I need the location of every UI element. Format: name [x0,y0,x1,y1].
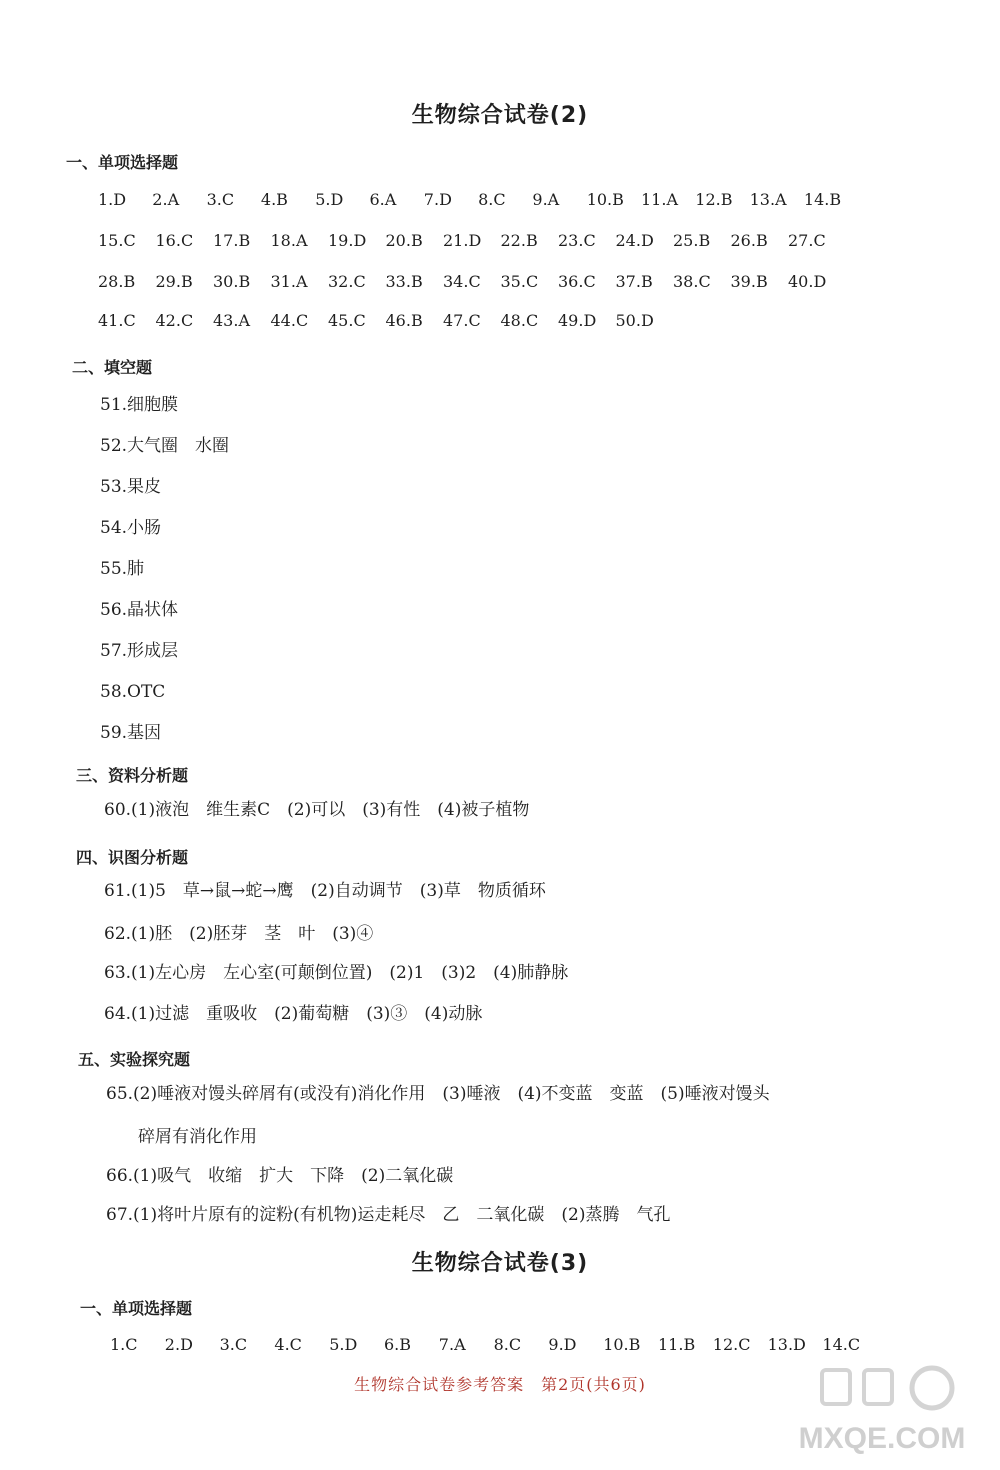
answer-item: 9.D [548,1335,577,1354]
answer-item: 7.A [438,1335,466,1354]
answer-item: 42.C [155,311,194,330]
answer-item: 35.C [500,272,539,291]
section-data-analysis: 三、资料分析题 [76,766,189,785]
answer-item: 29.B [155,272,193,291]
answer-item: 11.A [641,190,678,209]
answer-item: 4.B [260,190,288,209]
answer-item: 5.D [329,1335,358,1354]
answer-item: 8.C [493,1335,522,1354]
answer-line: 54.小肠 [100,518,162,538]
answer-item: 27.C [788,231,826,250]
answer-item: 6.B [384,1335,412,1354]
answer-item: 28.B [98,272,136,291]
answer-item: 38.C [673,272,711,291]
paper2-title: 生物综合试卷(2) [411,103,589,128]
answer-line: 65.(2)唾液对馒头碎屑有(或没有)消化作用 (3)唾液 (4)不变蓝 变蓝 (5)唾液对馒头 [106,1084,770,1104]
answer-item: 7.D [423,190,452,209]
answer-item: 10.B [603,1335,641,1354]
answer-item: 32.C [328,272,366,291]
answer-line: 67.(1)将叶片原有的淀粉(有机物)运走耗尽 乙 二氧化碳 (2)蒸腾 气孔 [106,1205,671,1225]
answer-item: 13.D [767,1335,806,1354]
answer-item: 22.B [500,231,538,250]
answer-line: 63.(1)左心房 左心室(可颠倒位置) (2)1 (3)2 (4)肺静脉 [104,963,569,983]
answer-item: 9.A [532,190,560,209]
answer-line: 57.形成层 [100,641,179,661]
answer-item: 21.D [443,231,482,250]
answer-line: 66.(1)吸气 收缩 扩大 下降 (2)二氧化碳 [106,1166,454,1186]
answer-item: 12.B [695,190,733,209]
answer-item: 3.C [219,1335,248,1354]
answer-item: 20.B [385,231,423,250]
answer-item: 15.C [98,231,136,250]
answer-line: 59.基因 [100,723,162,743]
answer-line: 61.(1)5 草→鼠→蛇→鹰 (2)自动调节 (3)草 物质循环 [104,881,546,901]
answer-item: 2.D [164,1335,193,1354]
answer-item: 48.C [500,311,539,330]
section-diagram-analysis: 四、识图分析题 [76,848,189,867]
answer-item: 4.C [274,1335,302,1354]
answer-line: 51.细胞膜 [100,395,179,415]
answer-line: 60.(1)液泡 维生素C (2)可以 (3)有性 (4)被子植物 [104,800,530,820]
answer-item: 41.C [98,311,136,330]
section-experiment: 五、实验探究题 [78,1050,191,1069]
answer-item: 43.A [213,311,250,330]
answer-item: 11.B [658,1335,696,1354]
answer-item: 17.B [213,231,251,250]
answer-item: 6.A [369,190,397,209]
answer-item: 13.A [749,190,787,209]
answer-item: 5.D [315,190,344,209]
answer-item: 1.D [98,190,127,209]
answer-item: 12.C [712,1335,751,1354]
answer-line: 62.(1)胚 (2)胚芽 茎 叶 (3)④ [104,924,374,944]
answer-item: 10.B [586,190,624,209]
answer-item: 36.C [558,272,596,291]
answer-line: 53.果皮 [100,477,162,497]
watermark-logo [782,1362,982,1462]
answer-item: 18.A [270,231,308,250]
answer-item: 39.B [730,272,768,291]
answer-item: 30.B [213,272,251,291]
answer-item: 24.D [615,231,654,250]
answer-item: 33.B [385,272,423,291]
answer-item: 19.D [328,231,367,250]
answer-item: 16.C [155,231,194,250]
answer-item: 37.B [615,272,653,291]
answer-item: 14.B [803,190,842,209]
answer-item: 49.D [558,311,597,330]
paper3-title: 生物综合试卷(3) [411,1251,589,1276]
answer-line: 碎屑有消化作用 [138,1127,257,1147]
answer-item: 14.C [822,1335,861,1354]
answer-item: 8.C [478,190,506,209]
answer-line: 52.大气圈 水圈 [100,436,230,456]
answer-line: 56.晶状体 [100,600,179,620]
answer-item: 26.B [730,231,768,250]
answer-item: 45.C [328,311,366,330]
section-multiple-choice: 一、单项选择题 [66,153,179,172]
page-footer: 生物综合试卷参考答案 第2页(共6页) [354,1375,646,1394]
answer-item: 25.B [673,231,711,250]
answer-item: 34.C [443,272,481,291]
answer-line: 64.(1)过滤 重吸收 (2)葡萄糖 (3)③ (4)动脉 [104,1004,483,1024]
answer-item: 1.C [110,1335,138,1354]
answer-item: 40.D [788,272,827,291]
watermark-url: MXQE.COM [798,1422,966,1455]
answer-item: 2.A [152,190,180,209]
answer-line: 58.OTC [100,682,166,702]
answer-item: 47.C [443,311,481,330]
answer-item: 44.C [270,311,309,330]
answer-item: 23.C [558,231,596,250]
answer-item: 50.D [615,311,654,330]
section-fill-blank: 二、填空题 [72,358,153,377]
answer-line: 55.肺 [100,559,145,579]
answer-item: 3.C [206,190,235,209]
answer-item: 46.B [385,311,423,330]
answer-item: 31.A [270,272,308,291]
paper3-section-multiple-choice: 一、单项选择题 [80,1299,193,1318]
